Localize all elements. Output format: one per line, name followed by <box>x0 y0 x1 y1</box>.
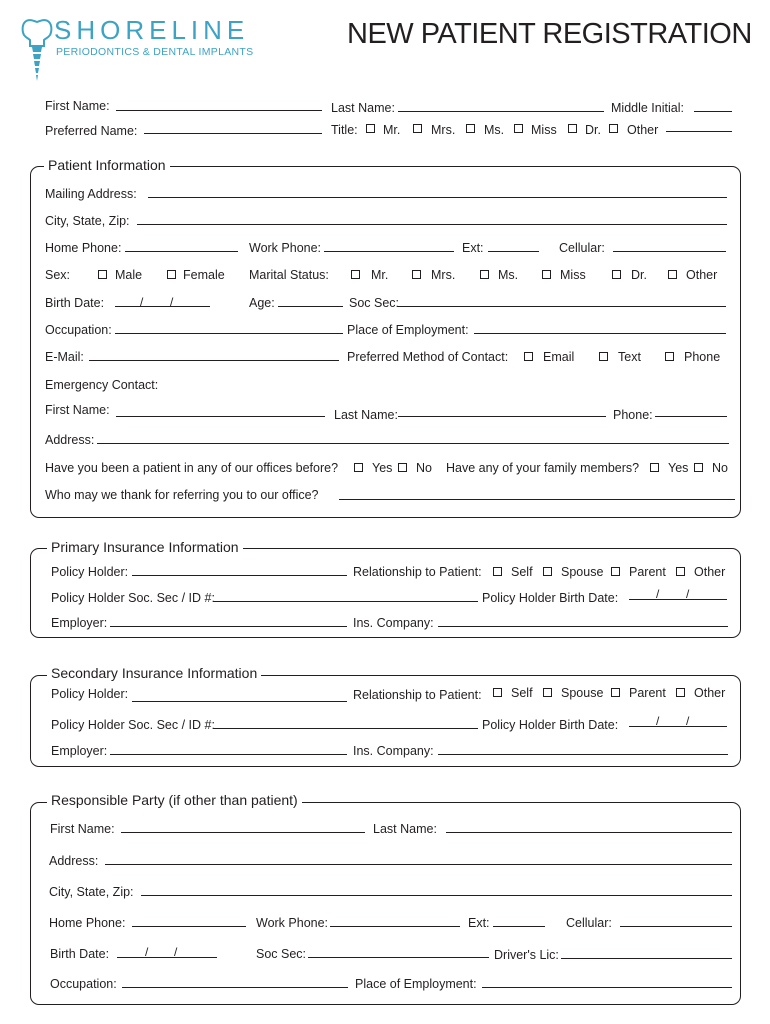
responsible-occupation-field[interactable] <box>122 987 348 988</box>
responsible-ext-field[interactable] <box>493 926 545 927</box>
family-members-question: Have any of your family members? <box>446 461 640 475</box>
responsible-soc-field[interactable] <box>308 957 489 958</box>
work-phone-label: Work Phone: <box>249 241 322 255</box>
home-phone-field[interactable] <box>125 251 238 252</box>
contact-method-label: Preferred Method of Contact: <box>347 350 509 364</box>
primary-insurance-legend: Primary Insurance Information <box>47 539 243 555</box>
marital-ms-label: Ms. <box>498 268 519 282</box>
cellular-field[interactable] <box>613 251 726 252</box>
birth-date-label: Birth Date: <box>45 296 105 310</box>
title-mr-label: Mr. <box>383 123 401 137</box>
secondary-other-label: Other <box>694 686 726 700</box>
secondary-holder-field[interactable] <box>132 701 347 702</box>
date-separator: / <box>145 945 149 959</box>
email-label: E-Mail: <box>45 350 84 364</box>
birth-date-field[interactable] <box>115 306 210 307</box>
secondary-parent-label: Parent <box>629 686 666 700</box>
marital-ms-checkbox[interactable] <box>480 270 489 279</box>
responsible-work-phone-field[interactable] <box>330 926 460 927</box>
secondary-insurance-legend: Secondary Insurance Information <box>47 665 261 681</box>
responsible-address-label: Address: <box>49 854 99 868</box>
secondary-employer-field[interactable] <box>110 754 347 755</box>
home-phone-label: Home Phone: <box>45 241 122 255</box>
primary-spouse-label: Spouse <box>561 565 604 579</box>
primary-holder-label: Policy Holder: <box>51 565 129 579</box>
secondary-relationship-label: Relationship to Patient: <box>353 688 482 702</box>
secondary-company-label: Ins. Company: <box>353 744 434 758</box>
tooth-implant-icon <box>20 16 54 86</box>
secondary-soc-field[interactable] <box>213 728 478 729</box>
responsible-address-field[interactable] <box>105 864 732 865</box>
form-title: NEW PATIENT REGISTRATION <box>347 18 752 50</box>
emergency-last-name-field[interactable] <box>398 416 606 417</box>
marital-other-checkbox[interactable] <box>668 270 677 279</box>
date-separator: / <box>656 587 660 601</box>
family-yes-checkbox[interactable] <box>650 463 659 472</box>
responsible-employment-field[interactable] <box>482 987 732 988</box>
mailing-address-label: Mailing Address: <box>45 187 137 201</box>
primary-holder-field[interactable] <box>132 575 347 576</box>
emergency-address-label: Address: <box>45 433 95 447</box>
title-ms-label: Ms. <box>484 123 505 137</box>
preferred-name-field[interactable] <box>144 133 322 134</box>
mailing-address-field[interactable] <box>148 197 727 198</box>
primary-employer-label: Employer: <box>51 616 108 630</box>
title-miss-checkbox[interactable] <box>514 124 523 133</box>
occupation-label: Occupation: <box>45 323 112 337</box>
city-state-zip-label: City, State, Zip: <box>45 214 130 228</box>
primary-relationship-label: Relationship to Patient: <box>353 565 482 579</box>
contact-email-label: Email <box>543 350 575 364</box>
primary-spouse-checkbox[interactable] <box>543 567 552 576</box>
patient-before-no-label: No <box>416 461 432 475</box>
title-other-checkbox[interactable] <box>609 124 618 133</box>
responsible-home-phone-label: Home Phone: <box>49 916 126 930</box>
responsible-cellular-field[interactable] <box>620 926 732 927</box>
marital-other-label: Other <box>686 268 718 282</box>
marital-mrs-checkbox[interactable] <box>412 270 421 279</box>
title-dr-checkbox[interactable] <box>568 124 577 133</box>
primary-birth-label: Policy Holder Birth Date: <box>482 591 619 605</box>
date-separator: / <box>656 714 660 728</box>
emergency-contact-label: Emergency Contact: <box>45 378 159 392</box>
referral-field[interactable] <box>339 499 735 500</box>
primary-birth-field[interactable] <box>629 599 727 600</box>
marital-miss-checkbox[interactable] <box>542 270 551 279</box>
sex-male-label: Male <box>115 268 143 282</box>
marital-mr-checkbox[interactable] <box>351 270 360 279</box>
age-label: Age: <box>249 296 275 310</box>
marital-status-label: Marital Status: <box>249 268 329 282</box>
date-separator: / <box>686 714 690 728</box>
sex-female-label: Female <box>183 268 225 282</box>
responsible-work-phone-label: Work Phone: <box>256 916 329 930</box>
date-separator: / <box>686 587 690 601</box>
patient-before-yes-checkbox[interactable] <box>354 463 363 472</box>
contact-email-checkbox[interactable] <box>524 352 533 361</box>
title-dr-label: Dr. <box>585 123 601 137</box>
responsible-birth-field[interactable] <box>117 957 217 958</box>
primary-parent-checkbox[interactable] <box>611 567 620 576</box>
emergency-first-name-label: First Name: <box>45 403 110 417</box>
title-label: Title: <box>331 123 358 137</box>
ext-label: Ext: <box>462 241 484 255</box>
primary-company-label: Ins. Company: <box>353 616 434 630</box>
sex-label: Sex: <box>45 268 71 282</box>
responsible-license-field[interactable] <box>561 958 732 959</box>
soc-sec-label: Soc Sec: <box>349 296 400 310</box>
title-other-field[interactable] <box>666 131 732 132</box>
family-no-label: No <box>712 461 728 475</box>
patient-before-no-checkbox[interactable] <box>398 463 407 472</box>
middle-initial-field[interactable] <box>694 111 732 112</box>
responsible-license-label: Driver's Lic: <box>494 948 559 962</box>
referral-question: Who may we thank for referring you to our office? <box>45 488 319 502</box>
responsible-city-label: City, State, Zip: <box>49 885 134 899</box>
emergency-last-name-label: Last Name: <box>334 408 398 422</box>
marital-dr-checkbox[interactable] <box>612 270 621 279</box>
primary-soc-field[interactable] <box>213 601 478 602</box>
secondary-self-checkbox[interactable] <box>493 688 502 697</box>
logo-name: SHORELINE <box>54 15 250 45</box>
secondary-self-label: Self <box>511 686 533 700</box>
secondary-spouse-checkbox[interactable] <box>543 688 552 697</box>
responsible-soc-label: Soc Sec: <box>256 947 307 961</box>
responsible-city-field[interactable] <box>141 895 732 896</box>
last-name-field[interactable] <box>398 111 604 112</box>
responsible-employment-label: Place of Employment: <box>355 977 477 991</box>
soc-sec-field[interactable] <box>397 306 726 307</box>
last-name-label: Last Name: <box>331 101 395 115</box>
sex-male-checkbox[interactable] <box>98 270 107 279</box>
secondary-birth-field[interactable] <box>629 726 727 727</box>
secondary-spouse-label: Spouse <box>561 686 604 700</box>
contact-text-checkbox[interactable] <box>599 352 608 361</box>
middle-initial-label: Middle Initial: <box>611 101 684 115</box>
secondary-company-field[interactable] <box>438 754 728 755</box>
marital-mrs-label: Mrs. <box>431 268 456 282</box>
title-mrs-label: Mrs. <box>431 123 456 137</box>
patient-before-question: Have you been a patient in any of our offices before? <box>45 461 339 475</box>
date-separator: / <box>174 945 178 959</box>
primary-parent-label: Parent <box>629 565 666 579</box>
emergency-phone-label: Phone: <box>613 408 653 422</box>
date-separator: / <box>140 295 144 309</box>
first-name-field[interactable] <box>116 110 322 111</box>
emergency-phone-field[interactable] <box>655 416 727 417</box>
family-no-checkbox[interactable] <box>694 463 703 472</box>
responsible-first-name-field[interactable] <box>121 832 365 833</box>
contact-phone-label: Phone <box>684 350 721 364</box>
marital-dr-label: Dr. <box>631 268 647 282</box>
primary-other-checkbox[interactable] <box>676 567 685 576</box>
secondary-soc-label: Policy Holder Soc. Sec / ID #: <box>51 718 215 732</box>
title-mrs-checkbox[interactable] <box>413 124 422 133</box>
responsible-home-phone-field[interactable] <box>132 926 246 927</box>
date-separator: / <box>170 295 174 309</box>
secondary-holder-label: Policy Holder: <box>51 687 129 701</box>
contact-text-label: Text <box>618 350 641 364</box>
cellular-label: Cellular: <box>559 241 605 255</box>
title-ms-checkbox[interactable] <box>466 124 475 133</box>
responsible-cellular-label: Cellular: <box>566 916 612 930</box>
primary-self-label: Self <box>511 565 533 579</box>
responsible-birth-label: Birth Date: <box>50 947 110 961</box>
work-phone-field[interactable] <box>324 251 454 252</box>
preferred-name-label: Preferred Name: <box>45 124 138 138</box>
primary-employer-field[interactable] <box>110 626 347 627</box>
primary-soc-label: Policy Holder Soc. Sec / ID #: <box>51 591 215 605</box>
contact-phone-checkbox[interactable] <box>665 352 674 361</box>
ext-field[interactable] <box>488 251 539 252</box>
emergency-first-name-field[interactable] <box>116 416 325 417</box>
responsible-party-legend: Responsible Party (if other than patient) <box>47 792 302 808</box>
first-name-label: First Name: <box>45 99 110 113</box>
title-mr-checkbox[interactable] <box>366 124 375 133</box>
sex-female-checkbox[interactable] <box>167 270 176 279</box>
secondary-parent-checkbox[interactable] <box>611 688 620 697</box>
responsible-occupation-label: Occupation: <box>50 977 117 991</box>
responsible-ext-label: Ext: <box>468 916 490 930</box>
primary-other-label: Other <box>694 565 726 579</box>
responsible-last-name-field[interactable] <box>446 832 732 833</box>
family-yes-label: Yes <box>668 461 689 475</box>
email-field[interactable] <box>89 360 339 361</box>
city-state-zip-field[interactable] <box>137 224 727 225</box>
secondary-employer-label: Employer: <box>51 744 108 758</box>
secondary-other-checkbox[interactable] <box>676 688 685 697</box>
responsible-last-name-label: Last Name: <box>373 822 437 836</box>
age-field[interactable] <box>278 306 343 307</box>
secondary-birth-label: Policy Holder Birth Date: <box>482 718 619 732</box>
marital-miss-label: Miss <box>560 268 586 282</box>
patient-before-yes-label: Yes <box>372 461 393 475</box>
place-of-employment-field[interactable] <box>474 333 726 334</box>
emergency-address-field[interactable] <box>97 443 729 444</box>
marital-mr-label: Mr. <box>371 268 389 282</box>
primary-self-checkbox[interactable] <box>493 567 502 576</box>
primary-company-field[interactable] <box>438 626 728 627</box>
responsible-first-name-label: First Name: <box>50 822 115 836</box>
place-of-employment-label: Place of Employment: <box>347 323 469 337</box>
title-miss-label: Miss <box>531 123 557 137</box>
logo-subtitle: PERIODONTICS & DENTAL IMPLANTS <box>56 46 254 58</box>
occupation-field[interactable] <box>115 333 343 334</box>
title-other-label: Other <box>627 123 659 137</box>
patient-info-legend: Patient Information <box>44 157 170 173</box>
